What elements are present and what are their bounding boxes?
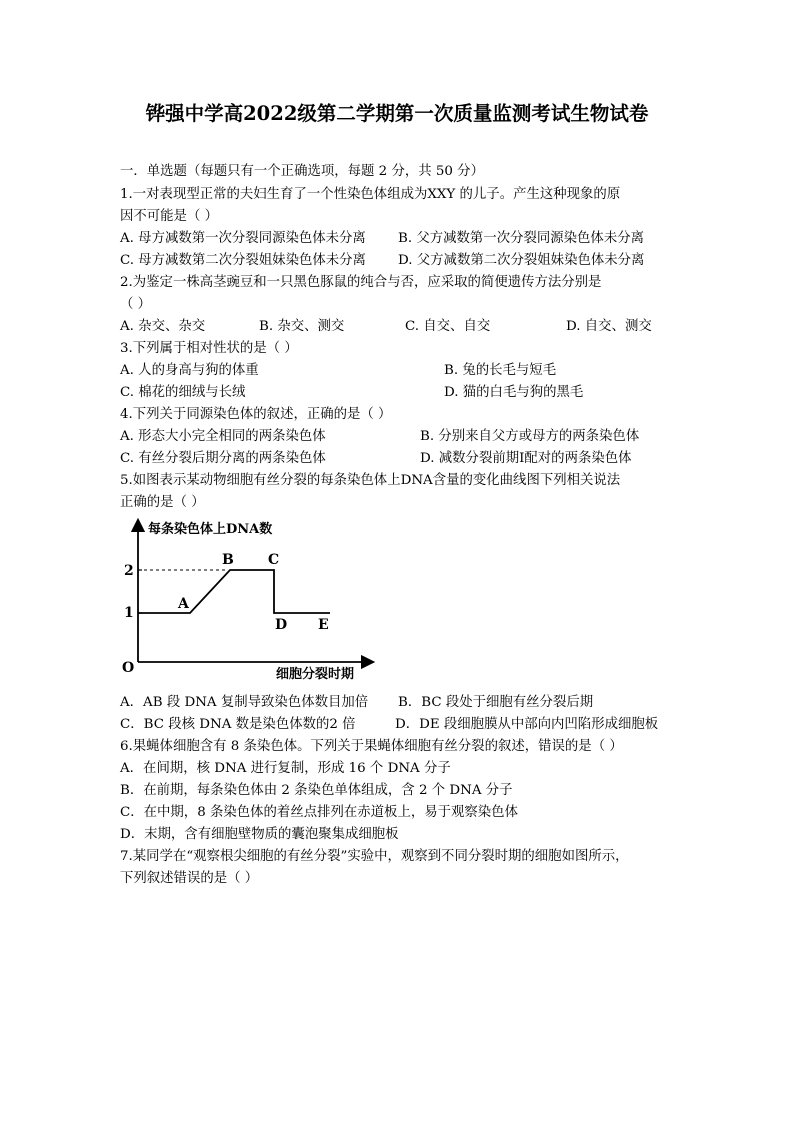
- q2-option-c: C. 自交、自交: [405, 319, 491, 334]
- q1-option-a: A. 母方减数第一次分裂同源染色体未分离: [120, 231, 366, 246]
- q2-stem-line1: 2.为鉴定一株高茎豌豆和一只黑色豚鼠的纯合与否，应采取的简便遗传方法分别是: [120, 275, 602, 290]
- point-label-e: E: [318, 617, 329, 633]
- q5-option-a: A．AB 段 DNA 复制导致染色体数目加倍: [120, 695, 369, 710]
- q1-option-b: B. 父方减数第一次分裂同源染色体未分离: [398, 231, 644, 246]
- q1-option-d: D. 父方减数第二次分裂姐妹染色体未分离: [398, 253, 645, 268]
- dna-curve: [138, 570, 330, 613]
- q4-option-a: A. 形态大小完全相同的两条染色体: [120, 429, 326, 444]
- y-axis-label: 每条染色体上DNA数: [148, 522, 273, 537]
- q6-option-c: C．在中期，8 条染色体的着丝点排列在赤道板上，易于观察染色体: [120, 805, 518, 820]
- q6-option-b: B．在前期，每条染色体由 2 条染色单体组成，含 2 个 DNA 分子: [120, 783, 513, 798]
- q2-option-a: A. 杂交、杂交: [120, 319, 206, 334]
- q2-option-b: B. 杂交、测交: [259, 319, 345, 334]
- q1-option-c: C. 母方减数第二次分裂姐妹染色体未分离: [120, 253, 366, 268]
- q6-option-d: D．末期，含有细胞壁物质的囊泡聚集成细胞板: [120, 827, 399, 842]
- q6-option-a: A．在间期，核 DNA 进行复制，形成 16 个 DNA 分子: [120, 761, 451, 776]
- q3-stem: 3.下列属于相对性状的是（ ）: [120, 341, 298, 356]
- origin-label: O: [122, 660, 135, 676]
- q4-option-c: C. 有丝分裂后期分离的两条染色体: [120, 451, 326, 466]
- q3-option-b: B. 兔的长毛与短毛: [444, 363, 557, 378]
- q7-stem-line2: 下列叙述错误的是（ ）: [120, 871, 259, 886]
- q5-stem-line2: 正确的是（ ）: [120, 495, 205, 510]
- y-tick-1: 1: [124, 605, 134, 621]
- point-label-c: C: [268, 552, 280, 568]
- dna-content-chart: [118, 515, 380, 690]
- point-label-b: B: [222, 552, 234, 568]
- q1-stem-line2: 因不可能是（ ）: [120, 209, 218, 224]
- q5-option-b: B．BC 段处于细胞有丝分裂后期: [398, 695, 594, 710]
- q4-option-d: D. 减数分裂前期Ⅰ配对的两条染色体: [420, 451, 632, 466]
- q3-option-a: A. 人的身高与狗的体重: [120, 363, 259, 378]
- q5-option-d: D．DE 段细胞膜从中部向内凹陷形成细胞板: [395, 717, 659, 732]
- q5-stem-line1: 5.如图表示某动物细胞有丝分裂的每条染色体上DNA含量的变化曲线图下列相关说法: [120, 473, 621, 488]
- exam-title: 铧强中学高2022级第二学期第一次质量监测考试生物试卷: [145, 102, 649, 125]
- q6-stem: 6.果蝇体细胞含有 8 条染色体。下列关于果蝇体细胞有丝分裂的叙述，错误的是（ ）: [120, 739, 623, 754]
- q5-option-c: C．BC 段核 DNA 数是染色体数的2 倍: [120, 717, 356, 732]
- x-axis-label: 细胞分裂时期: [276, 667, 355, 682]
- q2-stem-line2: （ ）: [120, 297, 152, 312]
- y-tick-2: 2: [124, 563, 134, 579]
- q4-option-b: B. 分别来自父方或母方的两条染色体: [420, 429, 640, 444]
- point-label-a: A: [178, 596, 189, 612]
- q1-stem-line1: 1.一对表现型正常的夫妇生育了一个性染色体组成为XXY 的儿子。产生这种现象的原: [120, 187, 621, 202]
- point-label-d: D: [275, 617, 288, 633]
- q2-option-d: D. 自交、测交: [566, 319, 652, 334]
- q3-option-c: C. 棉花的细绒与长绒: [120, 385, 246, 400]
- q7-stem-line1: 7.某同学在“观察根尖细胞的有丝分裂”实验中，观察到不同分裂时期的细胞如图所示，: [120, 849, 629, 864]
- q4-stem: 4.下列关于同源染色体的叙述，正确的是（ ）: [120, 407, 392, 422]
- q3-option-d: D. 猫的白毛与狗的黑毛: [444, 385, 584, 400]
- section-heading: 一．单选题（每题只有一个正确选项，每题 2 分，共 50 分）: [120, 164, 484, 179]
